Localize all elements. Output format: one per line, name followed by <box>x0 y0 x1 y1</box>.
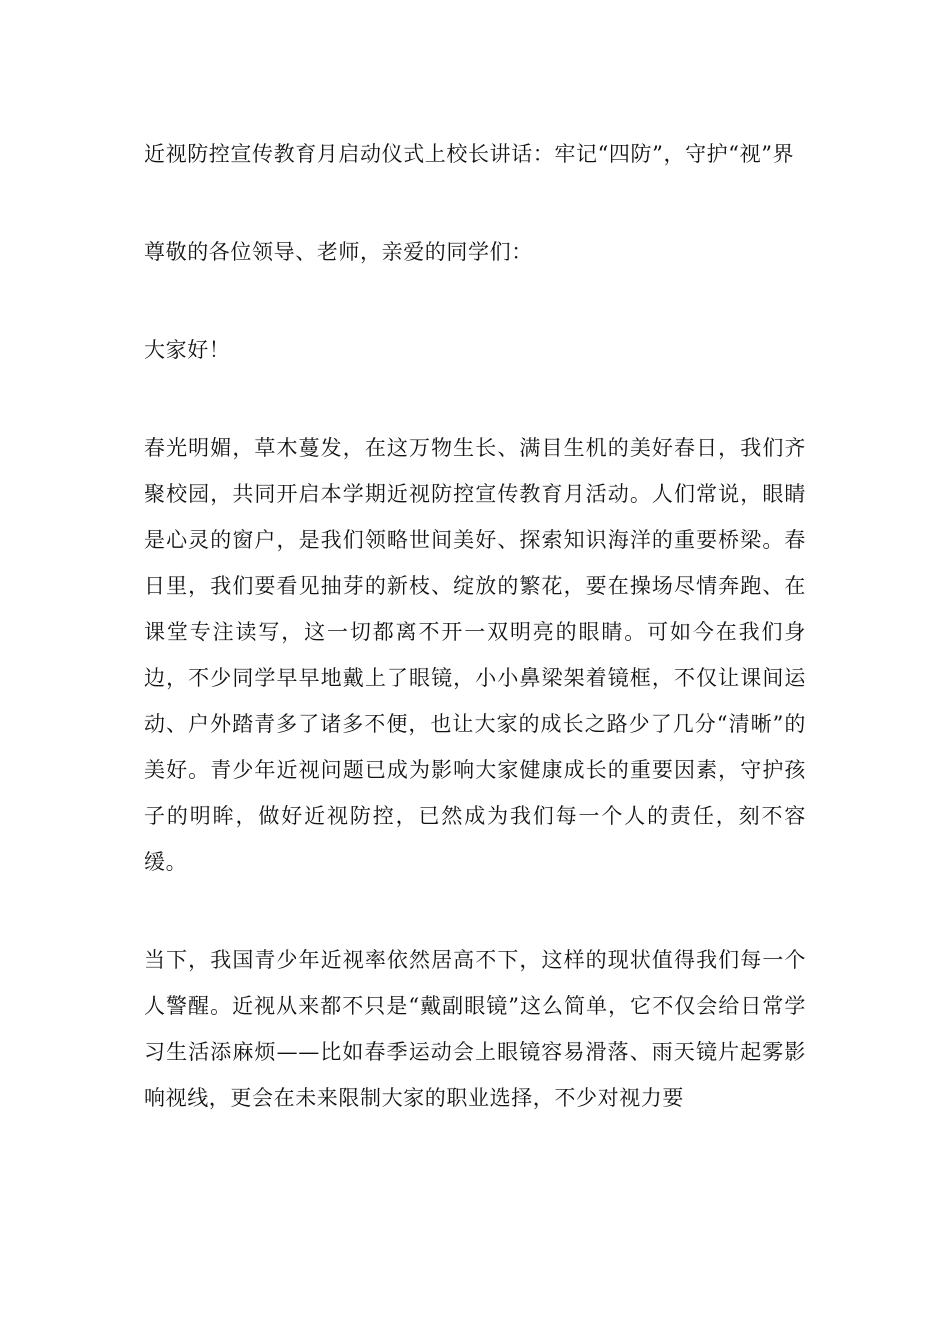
paragraph-1: 春光明媚，草木蔓发，在这万物生长、满目生机的美好春日，我们齐聚校园，共同开启本学期近视防控宣传教育月活动。人们常说，眼睛是心灵的窗户，是我们领略世间美好、探索知识海洋的重要桥梁。春日里，我们要看见抽芽的新枝、绽放的繁花，要在操场尽情奔跑、在课堂专注读写，这一切都离不开一双明亮的眼睛。可如今在我们身边，不少同学早早地戴上了眼镜，小小鼻梁架着镜框，不仅让课间运动、户外踏青多了诸多不便，也让大家的成长之路少了几分“清晰”的美好。青少年近视问题已成为影响大家健康成长的重要因素，守护孩子的明眸，做好近视防控，已然成为我们每一个人的责任，刻不容缓。 <box>144 436 806 874</box>
document-body <box>144 131 806 1121</box>
paragraph-2: 当下，我国青少年近视率依然居高不下，这样的现状值得我们每一个人警醒。近视从来都不只是“戴副眼镜”这么简单，它不仅会给日常学习生活添麻烦——比如春季运动会上眼镜容易滑落、雨天镜片起雾影响视线，更会在未来限制大家的职业选择，不少对视力要 <box>144 948 806 1110</box>
salutation: 尊敬的各位领导、老师，亲爱的同学们： <box>144 240 533 264</box>
spacer <box>144 373 806 425</box>
spacer <box>144 885 806 937</box>
greeting: 大家好！ <box>144 338 231 362</box>
spacer <box>144 177 806 229</box>
spacer <box>144 275 806 327</box>
document-title: 近视防控宣传教育月启动仪式上校长讲话：牢记“四防”，守护“视”界 <box>144 142 795 166</box>
